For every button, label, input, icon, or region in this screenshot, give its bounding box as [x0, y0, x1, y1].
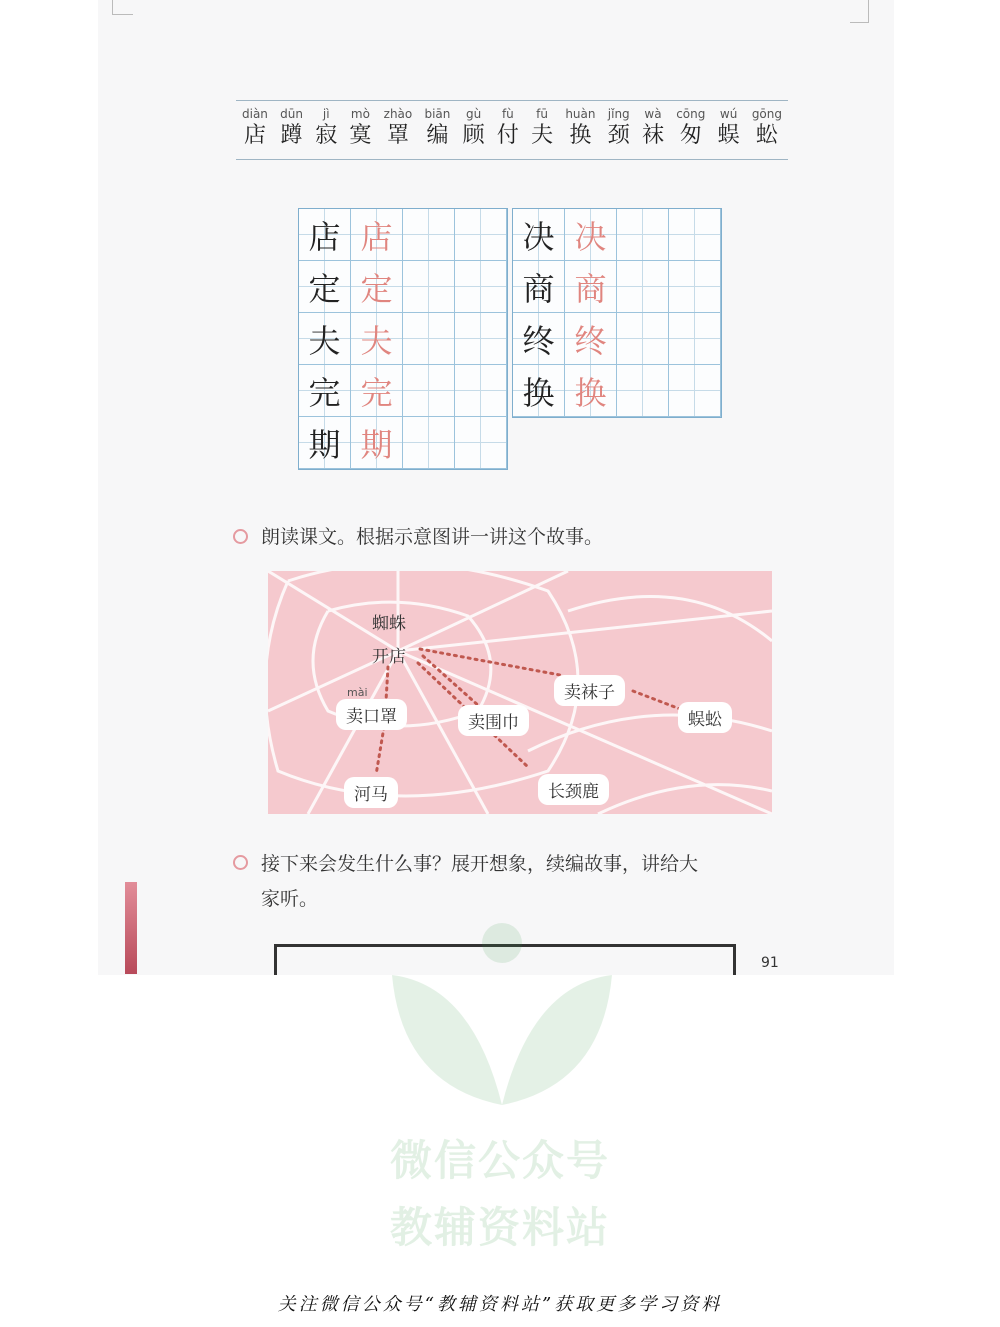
vocab-pinyin: wú	[719, 107, 738, 121]
story-diagram	[268, 571, 772, 814]
exercise-1-text: 朗读课文。根据示意图讲一讲这个故事。	[261, 526, 604, 548]
practice-cell	[455, 417, 507, 469]
trace-character: 店	[351, 209, 403, 261]
model-character: 商	[513, 261, 565, 313]
vocab-item	[676, 107, 705, 159]
trace-character: 终	[565, 313, 617, 365]
practice-cell	[455, 261, 507, 313]
trace-character: 夫	[351, 313, 403, 365]
sell-scarf-node: 卖围巾	[458, 705, 529, 736]
vocab-character: 蜈	[717, 123, 740, 148]
vocab-character: 罩	[386, 123, 409, 148]
vocab-pinyin: fù	[501, 107, 514, 121]
vocab-pinyin: gōng	[751, 107, 782, 121]
page-number: 91	[761, 955, 779, 971]
exercise-2-line-1: 接下来会发生什么事？展开想象，续编故事，讲给大	[261, 853, 699, 875]
new-words-band	[236, 100, 788, 160]
practice-cell	[669, 365, 721, 417]
vocab-character: 夫	[531, 123, 554, 148]
vocab-character: 蹲	[280, 123, 303, 148]
connection-lines	[268, 571, 772, 814]
model-character: 定	[299, 261, 351, 313]
footer-note: 关注微信公众号“教辅资料站”获取更多学习资料	[277, 1294, 723, 1315]
vocab-item	[424, 107, 450, 159]
sell-mask-node: 卖口罩	[336, 699, 407, 730]
vocab-pinyin: huàn	[565, 107, 596, 121]
vocab-item	[608, 107, 630, 159]
vocab-character: 换	[569, 123, 592, 148]
practice-cell	[403, 209, 455, 261]
model-character: 完	[299, 365, 351, 417]
vocab-pinyin: jì	[322, 107, 330, 121]
centipede-node: 蜈蚣	[678, 702, 732, 733]
crop-mark	[850, 0, 869, 23]
vocab-pinyin: wà	[644, 107, 662, 121]
vocab-character: 匆	[679, 123, 702, 148]
vocab-pinyin: dūn	[280, 107, 303, 121]
model-character: 终	[513, 313, 565, 365]
vocab-pinyin: zhào	[383, 107, 413, 121]
vocab-item	[718, 107, 740, 159]
practice-cell	[403, 261, 455, 313]
practice-cell	[669, 209, 721, 261]
vocab-character: 顾	[462, 123, 485, 148]
vocab-item	[384, 107, 413, 159]
vocab-pinyin: jǐng	[607, 107, 630, 121]
vocab-pinyin: mò	[350, 107, 370, 121]
trace-character: 商	[565, 261, 617, 313]
practice-cell	[403, 313, 455, 365]
textbook-page	[98, 0, 894, 975]
vocab-character: 蚣	[755, 123, 778, 148]
practice-cell	[669, 313, 721, 365]
vocab-character: 颈	[607, 123, 630, 148]
exercise-bullet-icon	[233, 529, 248, 544]
vocab-pinyin: cōng	[676, 107, 706, 121]
trace-character: 决	[565, 209, 617, 261]
crop-mark	[112, 0, 133, 15]
vocab-item	[315, 107, 337, 159]
practice-cell	[617, 209, 669, 261]
vocab-pinyin: gù	[466, 107, 482, 121]
watermark-line-2: 教辅资料站	[389, 1203, 610, 1252]
vocab-character: 寂	[315, 123, 338, 148]
vocab-item	[752, 107, 782, 159]
practice-cell	[403, 417, 455, 469]
practice-cell	[617, 365, 669, 417]
vocab-item	[280, 107, 303, 159]
mai-pinyin: mài	[347, 686, 368, 699]
leaf-logo-watermark	[382, 915, 622, 1115]
vocab-pinyin: diàn	[242, 107, 268, 121]
model-character: 决	[513, 209, 565, 261]
vocab-item	[642, 107, 664, 159]
giraffe-node: 长颈鹿	[538, 774, 609, 805]
trace-character: 换	[565, 365, 617, 417]
vocab-character: 店	[243, 123, 266, 148]
practice-cell	[455, 209, 507, 261]
practice-cell	[403, 365, 455, 417]
spider-label: 蜘蛛	[372, 614, 406, 634]
model-character: 换	[513, 365, 565, 417]
practice-cell	[617, 261, 669, 313]
trace-character: 完	[351, 365, 403, 417]
sell-socks-node: 卖袜子	[554, 675, 625, 706]
vocab-character: 袜	[641, 123, 664, 148]
practice-cell	[669, 261, 721, 313]
watermark-line-1: 微信公众号	[389, 1136, 610, 1185]
page-edge-decoration	[125, 882, 137, 974]
exercise-2-line-2: 家听。	[261, 888, 319, 910]
trace-character: 定	[351, 261, 403, 313]
vocab-character: 付	[496, 123, 519, 148]
vocab-item	[497, 107, 519, 159]
practice-cell	[455, 365, 507, 417]
vocab-item	[463, 107, 485, 159]
vocab-pinyin: biān	[424, 107, 451, 121]
model-character: 夫	[299, 313, 351, 365]
writing-grid-right	[512, 208, 722, 418]
vocab-item	[349, 107, 371, 159]
hippo-node: 河马	[344, 777, 398, 808]
open-shop-label: 开店	[372, 647, 406, 667]
practice-cell	[455, 313, 507, 365]
vocab-pinyin: fū	[536, 107, 549, 121]
vocab-item	[531, 107, 553, 159]
vocab-character: 编	[426, 123, 449, 148]
vocab-item	[242, 107, 268, 159]
vocab-character: 寞	[349, 123, 372, 148]
writing-grid-left	[298, 208, 508, 470]
practice-cell	[617, 313, 669, 365]
vocab-item	[565, 107, 595, 159]
exercise-bullet-icon	[233, 855, 248, 870]
model-character: 期	[299, 417, 351, 469]
model-character: 店	[299, 209, 351, 261]
trace-character: 期	[351, 417, 403, 469]
